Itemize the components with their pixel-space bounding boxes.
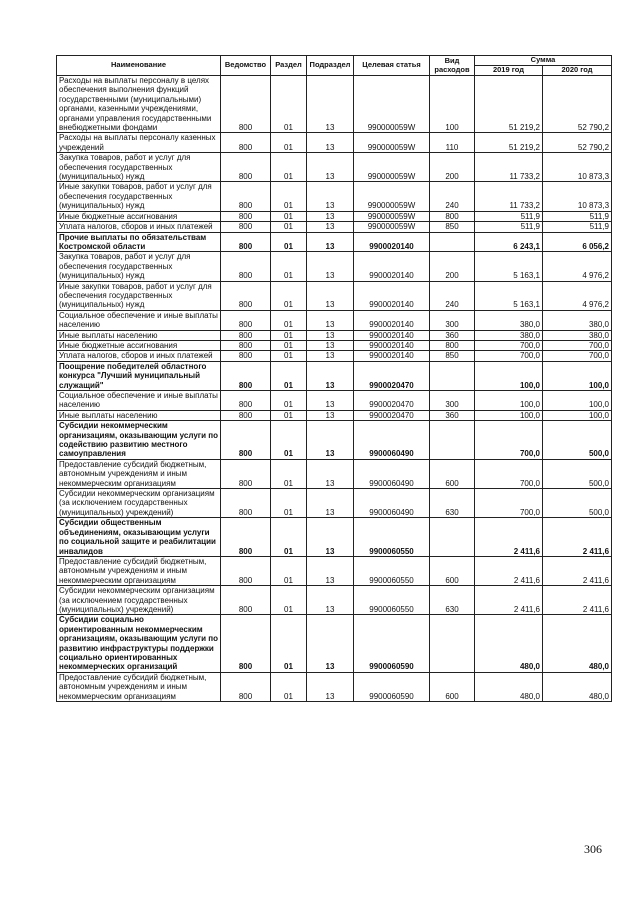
row-subsection: 13 [307,391,354,411]
row-target: 9900020140 [354,281,430,310]
table-row [57,330,612,340]
row-sum-2020: 480,0 [543,672,612,701]
row-name: Иные закупки товаров, работ и услуг для обеспечения государственных (муниципальных) нужд [57,281,221,310]
row-section: 01 [271,252,307,281]
page-number: 306 [584,842,602,856]
table-row [57,340,612,350]
row-exptype: 200 [430,153,475,182]
row-dept: 800 [221,330,271,340]
table-row [57,310,612,330]
row-target: 9900020470 [354,391,430,411]
row-sum-2019: 100,0 [475,361,543,390]
row-section: 01 [271,489,307,518]
row-sum-2020: 100,0 [543,410,612,420]
row-dept: 800 [221,340,271,350]
row-section: 01 [271,672,307,701]
row-target: 9900020140 [354,310,430,330]
row-exptype [430,615,475,672]
row-sum-2019: 100,0 [475,391,543,411]
row-name: Поощрение победителей областного конкурса "Лучший муниципальный служащий" [57,361,221,390]
row-target: 9900060590 [354,672,430,701]
row-section: 01 [271,518,307,557]
row-name: Закупка товаров, работ и услуг для обеспечения государственных (муниципальных) нужд [57,252,221,281]
row-dept: 800 [221,391,271,411]
row-subsection: 13 [307,232,354,252]
row-sum-2019: 480,0 [475,672,543,701]
row-subsection: 13 [307,421,354,460]
row-dept: 800 [221,361,271,390]
row-sum-2020: 500,0 [543,421,612,460]
row-exptype: 300 [430,391,475,411]
row-subsection: 13 [307,182,354,211]
row-subsection: 13 [307,672,354,701]
row-name: Иные закупки товаров, работ и услуг для обеспечения государственных (муниципальных) нужд [57,182,221,211]
table-row [57,222,612,232]
row-exptype: 100 [430,76,475,133]
row-section: 01 [271,76,307,133]
row-exptype: 600 [430,672,475,701]
table-row [57,281,612,310]
row-sum-2020: 380,0 [543,330,612,340]
row-target: 9900060490 [354,489,430,518]
row-exptype: 360 [430,330,475,340]
row-subsection: 13 [307,252,354,281]
header-section: Раздел [271,56,307,76]
row-exptype: 600 [430,459,475,488]
row-section: 01 [271,133,307,153]
row-dept: 800 [221,615,271,672]
row-sum-2020: 4 976,2 [543,252,612,281]
row-name: Уплата налогов, сборов и иных платежей [57,351,221,361]
table-row [57,76,612,133]
row-sum-2020: 500,0 [543,489,612,518]
row-sum-2020: 700,0 [543,340,612,350]
row-section: 01 [271,556,307,585]
table-row [57,421,612,460]
row-dept: 800 [221,421,271,460]
row-subsection: 13 [307,459,354,488]
row-exptype: 800 [430,211,475,221]
row-dept: 800 [221,586,271,615]
row-sum-2020: 2 411,6 [543,556,612,585]
row-sum-2020: 4 976,2 [543,281,612,310]
row-name: Иные бюджетные ассигнования [57,211,221,221]
row-sum-2020: 52 790,2 [543,133,612,153]
row-name: Иные бюджетные ассигнования [57,340,221,350]
row-subsection: 13 [307,586,354,615]
row-name: Социальное обеспечение и иные выплаты населению [57,310,221,330]
row-target: 9900020140 [354,340,430,350]
row-dept: 800 [221,153,271,182]
row-sum-2020: 380,0 [543,310,612,330]
table-row [57,153,612,182]
row-section: 01 [271,459,307,488]
table-row [57,211,612,221]
row-exptype [430,232,475,252]
row-name: Закупка товаров, работ и услуг для обеспечения государственных (муниципальных) нужд [57,153,221,182]
table-row [57,252,612,281]
row-dept: 800 [221,459,271,488]
row-sum-2020: 2 411,6 [543,518,612,557]
row-target: 990000059W [354,133,430,153]
table-row [57,518,612,557]
row-dept: 800 [221,351,271,361]
row-subsection: 13 [307,615,354,672]
row-exptype: 630 [430,586,475,615]
row-target: 9900020140 [354,330,430,340]
row-subsection: 13 [307,518,354,557]
row-section: 01 [271,211,307,221]
header-name: Наименование [57,56,221,76]
row-section: 01 [271,351,307,361]
row-target: 990000059W [354,76,430,133]
header-target: Целевая статья [354,56,430,76]
row-sum-2019: 511,9 [475,222,543,232]
row-target: 9900060490 [354,459,430,488]
row-sum-2019: 2 411,6 [475,518,543,557]
row-name: Предоставление субсидий бюджетным, автономным учреждениям и иным некоммерческим организациям [57,556,221,585]
row-sum-2020: 500,0 [543,459,612,488]
row-section: 01 [271,182,307,211]
row-dept: 800 [221,672,271,701]
table-row [57,556,612,585]
row-dept: 800 [221,489,271,518]
row-sum-2020: 52 790,2 [543,76,612,133]
row-target: 9900060550 [354,586,430,615]
row-sum-2019: 5 163,1 [475,252,543,281]
header-sum: Сумма [475,56,612,66]
row-exptype [430,518,475,557]
row-subsection: 13 [307,281,354,310]
row-exptype: 200 [430,252,475,281]
row-sum-2019: 100,0 [475,410,543,420]
row-section: 01 [271,615,307,672]
row-subsection: 13 [307,489,354,518]
row-name: Социальное обеспечение и иные выплаты населению [57,391,221,411]
row-name: Предоставление субсидий бюджетным, автономным учреждениям и иным некоммерческим организациям [57,459,221,488]
row-dept: 800 [221,232,271,252]
row-name: Предоставление субсидий бюджетным, автономным учреждениям и иным некоммерческим организациям [57,672,221,701]
row-section: 01 [271,281,307,310]
row-sum-2019: 11 733,2 [475,182,543,211]
row-name: Субсидии некоммерческим организациям, оказывающим услуги по содействию развитию местного самоуправления [57,421,221,460]
row-section: 01 [271,340,307,350]
row-dept: 800 [221,410,271,420]
row-exptype: 630 [430,489,475,518]
row-target: 9900020470 [354,361,430,390]
header-dept: Ведомство [221,56,271,76]
table-row [57,182,612,211]
row-dept: 800 [221,222,271,232]
row-target: 9900060550 [354,518,430,557]
row-sum-2019: 700,0 [475,351,543,361]
row-name: Иные выплаты населению [57,330,221,340]
row-sum-2019: 511,9 [475,211,543,221]
row-name: Иные выплаты населению [57,410,221,420]
row-sum-2019: 11 733,2 [475,153,543,182]
row-target: 9900060490 [354,421,430,460]
row-section: 01 [271,232,307,252]
row-section: 01 [271,222,307,232]
row-sum-2019: 2 411,6 [475,586,543,615]
row-sum-2019: 700,0 [475,459,543,488]
row-sum-2020: 480,0 [543,615,612,672]
row-section: 01 [271,391,307,411]
row-exptype [430,421,475,460]
row-target: 9900020140 [354,252,430,281]
row-target: 9900020140 [354,232,430,252]
table-row [57,672,612,701]
row-target: 990000059W [354,182,430,211]
row-sum-2020: 700,0 [543,351,612,361]
row-subsection: 13 [307,330,354,340]
row-target: 990000059W [354,153,430,182]
row-subsection: 13 [307,340,354,350]
row-sum-2020: 10 873,3 [543,182,612,211]
row-target: 9900060590 [354,615,430,672]
budget-table [56,55,612,702]
row-name: Расходы на выплаты персоналу казенных учреждений [57,133,221,153]
row-sum-2019: 700,0 [475,489,543,518]
row-name: Субсидии некоммерческим организациям (за исключением государственных (муниципальных) учреждений) [57,586,221,615]
row-sum-2019: 5 163,1 [475,281,543,310]
row-dept: 800 [221,76,271,133]
header-subsection: Подраздел [307,56,354,76]
row-sum-2019: 380,0 [475,330,543,340]
row-sum-2020: 100,0 [543,361,612,390]
row-dept: 800 [221,252,271,281]
row-subsection: 13 [307,410,354,420]
row-exptype [430,361,475,390]
row-subsection: 13 [307,361,354,390]
row-subsection: 13 [307,222,354,232]
row-section: 01 [271,153,307,182]
row-dept: 800 [221,182,271,211]
row-exptype: 240 [430,182,475,211]
table-row [57,410,612,420]
row-exptype: 850 [430,222,475,232]
row-exptype: 360 [430,410,475,420]
row-target: 990000059W [354,211,430,221]
row-dept: 800 [221,133,271,153]
row-name: Расходы на выплаты персоналу в целях обеспечения выполнения функций государственными (муниципальными) органами, казенными учреждениями, органами управления государственными внебюджетными фондами [57,76,221,133]
row-section: 01 [271,421,307,460]
table-row [57,615,612,672]
row-sum-2019: 51 219,2 [475,76,543,133]
row-section: 01 [271,410,307,420]
table-row [57,232,612,252]
table-row [57,586,612,615]
row-exptype: 600 [430,556,475,585]
row-subsection: 13 [307,310,354,330]
header-2019: 2019 год [475,66,543,76]
row-section: 01 [271,586,307,615]
row-dept: 800 [221,556,271,585]
row-exptype: 110 [430,133,475,153]
table-row [57,133,612,153]
row-subsection: 13 [307,133,354,153]
table-row [57,361,612,390]
row-sum-2019: 700,0 [475,421,543,460]
row-dept: 800 [221,281,271,310]
row-section: 01 [271,361,307,390]
table-body [57,76,612,702]
row-sum-2019: 51 219,2 [475,133,543,153]
row-subsection: 13 [307,76,354,133]
row-target: 9900060550 [354,556,430,585]
row-name: Субсидии социально ориентированным некоммерческим организациям, оказывающим услуги по развитию инфраструктуры поддержки социально ориентированных некоммерческих организаций [57,615,221,672]
row-sum-2019: 380,0 [475,310,543,330]
table-row [57,351,612,361]
row-sum-2020: 511,9 [543,211,612,221]
row-dept: 800 [221,310,271,330]
row-target: 990000059W [354,222,430,232]
row-name: Субсидии некоммерческим организациям (за исключением государственных (муниципальных) учреждений) [57,489,221,518]
row-dept: 800 [221,518,271,557]
row-subsection: 13 [307,211,354,221]
row-sum-2019: 700,0 [475,340,543,350]
row-sum-2019: 6 243,1 [475,232,543,252]
row-sum-2020: 511,9 [543,222,612,232]
row-sum-2020: 6 056,2 [543,232,612,252]
row-target: 9900020470 [354,410,430,420]
table-row [57,489,612,518]
header-exptype: Вид расходов [430,56,475,76]
row-exptype: 240 [430,281,475,310]
row-dept: 800 [221,211,271,221]
row-name: Уплата налогов, сборов и иных платежей [57,222,221,232]
table-row [57,391,612,411]
row-exptype: 300 [430,310,475,330]
row-target: 9900020140 [354,351,430,361]
row-sum-2019: 480,0 [475,615,543,672]
row-subsection: 13 [307,351,354,361]
row-exptype: 800 [430,340,475,350]
header-2020: 2020 год [543,66,612,76]
row-section: 01 [271,330,307,340]
row-sum-2020: 10 873,3 [543,153,612,182]
row-section: 01 [271,310,307,330]
row-subsection: 13 [307,556,354,585]
row-sum-2019: 2 411,6 [475,556,543,585]
row-exptype: 850 [430,351,475,361]
table-row [57,459,612,488]
row-subsection: 13 [307,153,354,182]
row-name: Субсидии общественным объединениям, оказывающим услуги по социальной защите и реабилитации инвалидов [57,518,221,557]
row-sum-2020: 100,0 [543,391,612,411]
row-name: Прочие выплаты по обязательствам Костромской области [57,232,221,252]
header-row [57,56,612,66]
row-sum-2020: 2 411,6 [543,586,612,615]
